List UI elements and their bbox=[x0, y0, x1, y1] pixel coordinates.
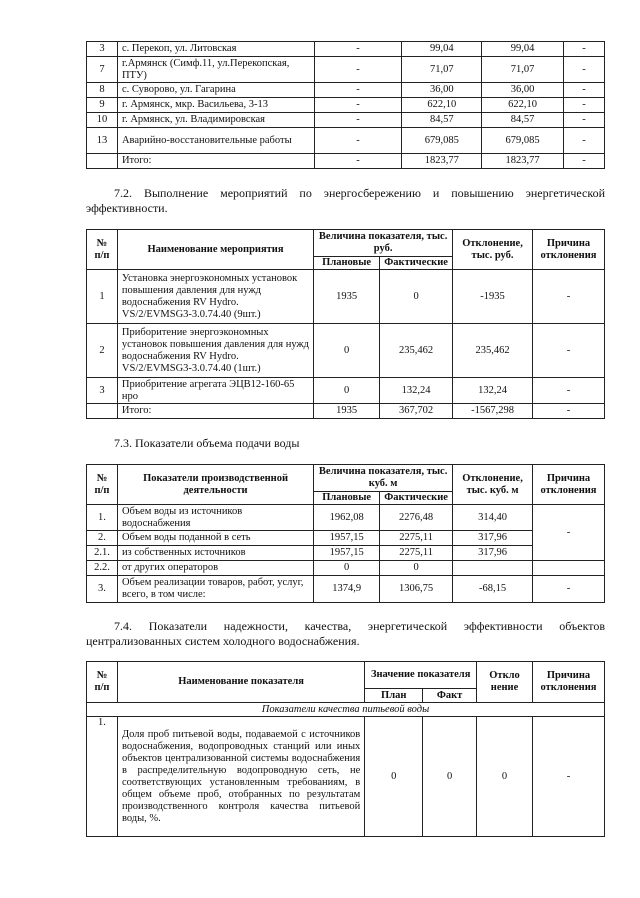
table-row bbox=[87, 531, 605, 546]
table-row bbox=[87, 128, 605, 154]
row-name: Аварийно-восстановительные работы bbox=[117, 128, 314, 154]
row-dev: 1823,77 bbox=[482, 154, 564, 169]
row-dev: -1935 bbox=[453, 270, 533, 324]
table-continuation bbox=[86, 41, 605, 169]
table-row bbox=[87, 378, 605, 404]
row-dev: 314,40 bbox=[453, 505, 533, 531]
row-name: Итого: bbox=[117, 404, 313, 419]
row-reason: - bbox=[564, 98, 605, 113]
row-num: 9 bbox=[87, 98, 118, 113]
row-name: г. Армянск, мкр. Васильева, 3-13 bbox=[117, 98, 314, 113]
row-name: с. Перекоп, ул. Литовская bbox=[117, 42, 314, 57]
row-fact: 36,00 bbox=[402, 83, 482, 98]
table-row bbox=[87, 42, 605, 57]
row-name: Итого: bbox=[117, 154, 314, 169]
row-fact: 132,24 bbox=[380, 378, 453, 404]
row-plan: 1935 bbox=[314, 404, 380, 419]
row-name: Установка энергоэкономных установок повышения давления для нужд водоснабжения RV Hydro. VS/2/EVMSG3-3.0.74.40 (9шт.) bbox=[117, 270, 313, 324]
header-fact: Фактические bbox=[380, 492, 453, 505]
row-fact: 2275,11 bbox=[380, 531, 453, 546]
row-name: от других операторов bbox=[117, 561, 313, 576]
row-reason: - bbox=[533, 576, 605, 603]
row-name: Объем воды поданной в сеть bbox=[117, 531, 313, 546]
row-dev: 317,96 bbox=[453, 531, 533, 546]
row-plan: 0 bbox=[365, 717, 423, 837]
row-num: 1 bbox=[87, 270, 118, 324]
row-dev: 84,57 bbox=[482, 113, 564, 128]
row-reason: - bbox=[564, 154, 605, 169]
row-plan: 0 bbox=[314, 378, 380, 404]
table-quality-indicators bbox=[86, 661, 605, 837]
row-name: с. Суворово, ул. Гагарина bbox=[117, 83, 314, 98]
row-num: 3. bbox=[87, 576, 118, 603]
row-reason: - bbox=[564, 57, 605, 83]
row-name: Приобритение агрегата ЭЦВ12-160-65 нро bbox=[117, 378, 313, 404]
section-7-3-heading: 7.3. Показатели объема подачи воды bbox=[114, 436, 300, 450]
table-row bbox=[87, 576, 605, 603]
header-num: № п/п bbox=[87, 230, 118, 270]
header-name: Наименование показателя bbox=[117, 662, 364, 703]
header-num: № п/п bbox=[87, 662, 118, 703]
header-fact: Фактические bbox=[380, 257, 453, 270]
row-fact: 679,085 bbox=[402, 128, 482, 154]
row-dev: -68,15 bbox=[453, 576, 533, 603]
row-dev: 132,24 bbox=[453, 378, 533, 404]
header-reason: Причина отклонения bbox=[533, 465, 605, 505]
table-water-volume bbox=[86, 464, 605, 603]
row-num: 3 bbox=[87, 378, 118, 404]
row-dev: 71,07 bbox=[482, 57, 564, 83]
row-fact: 99,04 bbox=[402, 42, 482, 57]
row-reason: - bbox=[564, 113, 605, 128]
row-reason: - bbox=[564, 128, 605, 154]
header-name: Показатели производственной деятельности bbox=[117, 465, 313, 505]
row-fact: 367,702 bbox=[380, 404, 453, 419]
row-plan: 1962,08 bbox=[314, 505, 380, 531]
table-energy-measures bbox=[86, 229, 605, 419]
row-name: Объем воды из источников водоснабжения bbox=[117, 505, 313, 531]
header-num: № п/п bbox=[87, 465, 118, 505]
row-reason: - bbox=[533, 270, 605, 324]
row-num: 7 bbox=[87, 57, 118, 83]
header-name: Наименование мероприятия bbox=[117, 230, 313, 270]
row-dev: 99,04 bbox=[482, 42, 564, 57]
row-dev: 36,00 bbox=[482, 83, 564, 98]
header-fact: Факт bbox=[423, 689, 477, 703]
section-7-2-heading: 7.2. Выполнение мероприятий по энергосбережению и повышению энергетической эффективности. bbox=[86, 186, 605, 215]
row-reason: - bbox=[564, 83, 605, 98]
table-section-row bbox=[87, 703, 605, 717]
row-fact: 2276,48 bbox=[380, 505, 453, 531]
header-value: Значение показателя bbox=[365, 662, 477, 689]
row-plan: 1957,15 bbox=[314, 546, 380, 561]
row-plan: - bbox=[314, 113, 402, 128]
row-plan: 1935 bbox=[314, 270, 380, 324]
row-num: 10 bbox=[87, 113, 118, 128]
header-value: Величина показателя, тыс. куб. м bbox=[314, 465, 453, 492]
header-value: Величина показателя, тыс. руб. bbox=[314, 230, 453, 257]
header-plan: План bbox=[365, 689, 423, 703]
row-plan: 0 bbox=[314, 561, 380, 576]
row-num: 13 bbox=[87, 128, 118, 154]
row-fact: 1823,77 bbox=[402, 154, 482, 169]
table-header-row bbox=[87, 230, 605, 257]
header-plan: Плановые bbox=[314, 257, 380, 270]
table-row bbox=[87, 113, 605, 128]
table-row bbox=[87, 546, 605, 561]
row-name: г.Армянск (Симф.11, ул.Перекопская, ПТУ) bbox=[117, 57, 314, 83]
section-7-4-heading: 7.4. Показатели надежности, качества, энергетической эффективности объектов централизованных систем холодного водоснабжения. bbox=[86, 619, 605, 648]
row-reason: - bbox=[533, 324, 605, 378]
table-row bbox=[87, 717, 605, 837]
row-dev: 622,10 bbox=[482, 98, 564, 113]
row-reason-merged: - bbox=[533, 505, 605, 561]
row-fact: 0 bbox=[380, 561, 453, 576]
row-num: 2. bbox=[87, 531, 118, 546]
table-row-total bbox=[87, 404, 605, 419]
row-plan: - bbox=[314, 42, 402, 57]
row-fact: 0 bbox=[423, 717, 477, 837]
row-name: Объем реализации товаров, работ, услуг, всего, в том числе: bbox=[117, 576, 313, 603]
table-row bbox=[87, 83, 605, 98]
header-deviation: Отклонение, тыс. куб. м bbox=[453, 465, 533, 505]
row-reason: - bbox=[532, 717, 604, 837]
row-reason: - bbox=[564, 42, 605, 57]
row-num: 2.2. bbox=[87, 561, 118, 576]
row-num: 1. bbox=[87, 505, 118, 531]
table-row bbox=[87, 561, 605, 576]
row-fact: 2275,11 bbox=[380, 546, 453, 561]
table-row bbox=[87, 324, 605, 378]
row-reason bbox=[533, 561, 605, 576]
table-header-row bbox=[87, 465, 605, 492]
section-label: Показатели качества питьевой воды bbox=[87, 703, 605, 717]
row-reason: - bbox=[533, 378, 605, 404]
row-fact: 235,462 bbox=[380, 324, 453, 378]
table-row-total bbox=[87, 154, 605, 169]
row-num bbox=[87, 154, 118, 169]
table-row bbox=[87, 270, 605, 324]
row-dev bbox=[453, 561, 533, 576]
row-plan: - bbox=[314, 57, 402, 83]
header-plan: Плановые bbox=[314, 492, 380, 505]
row-plan: 0 bbox=[314, 324, 380, 378]
row-dev: 235,462 bbox=[453, 324, 533, 378]
row-fact: 1306,75 bbox=[380, 576, 453, 603]
row-num: 3 bbox=[87, 42, 118, 57]
row-plan: - bbox=[314, 154, 402, 169]
row-fact: 0 bbox=[380, 270, 453, 324]
row-plan: 1374,9 bbox=[314, 576, 380, 603]
row-plan: - bbox=[314, 98, 402, 113]
row-fact: 71,07 bbox=[402, 57, 482, 83]
table-row bbox=[87, 505, 605, 531]
row-dev: 317,96 bbox=[453, 546, 533, 561]
row-fact: 84,57 bbox=[402, 113, 482, 128]
row-num: 2 bbox=[87, 324, 118, 378]
row-num: 8 bbox=[87, 83, 118, 98]
header-reason: Причина отклонения bbox=[533, 230, 605, 270]
row-name: г. Армянск, ул. Владимировская bbox=[117, 113, 314, 128]
row-plan: - bbox=[314, 83, 402, 98]
row-num: 1. bbox=[87, 717, 118, 837]
table-header-row bbox=[87, 662, 605, 689]
row-dev: 679,085 bbox=[482, 128, 564, 154]
row-num: 2.1. bbox=[87, 546, 118, 561]
row-fact: 622,10 bbox=[402, 98, 482, 113]
row-reason: - bbox=[533, 404, 605, 419]
row-dev: -1567,298 bbox=[453, 404, 533, 419]
row-dev: 0 bbox=[477, 717, 533, 837]
table-row bbox=[87, 57, 605, 83]
row-name: Приборитение энергоэкономных установок повышения давления для нужд водоснабжения RV Hydro. VS/2/EVMSG3-3.0.74.40 (1шт.) bbox=[117, 324, 313, 378]
row-name: из собственных источников bbox=[117, 546, 313, 561]
table-row bbox=[87, 98, 605, 113]
row-plan: - bbox=[314, 128, 402, 154]
row-num bbox=[87, 404, 118, 419]
row-name: Доля проб питьевой воды, подаваемой с источников водоснабжения, водопроводных станций или иных объектов централизованной системы водоснабжения в распределительную водопроводную сеть, не соответствующих установленным требованиям, в общем объеме проб, отобранных по результатам производственного контроля качества питьевой воды, %. bbox=[117, 717, 364, 837]
header-reason: Причина отклонения bbox=[532, 662, 604, 703]
header-deviation: Отклонение, тыс. руб. bbox=[453, 230, 533, 270]
row-plan: 1957,15 bbox=[314, 531, 380, 546]
header-deviation: Откло нение bbox=[477, 662, 533, 703]
